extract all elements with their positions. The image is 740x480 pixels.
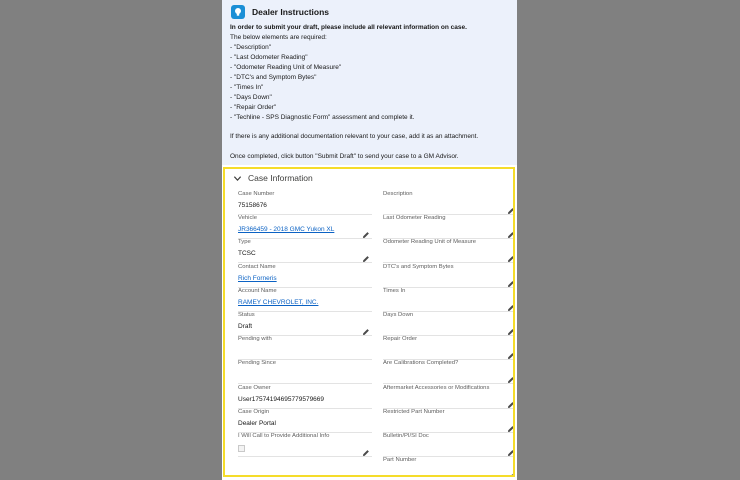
field-part-number (383, 457, 515, 477)
pencil-icon[interactable] (507, 347, 515, 355)
field-case-origin (238, 409, 372, 433)
field-value-link[interactable]: RAMEY CHEVROLET, INC. (238, 298, 319, 306)
field-label: Aftermarket Accessories or Modifications (383, 384, 490, 391)
pencil-icon[interactable] (507, 468, 515, 476)
case-information-toggle[interactable] (233, 171, 313, 185)
field-value: 75158676 (238, 202, 267, 209)
field-bulletin-pi-si-doc (383, 433, 515, 457)
field-label: Bulletin/PI/SI Doc (383, 433, 429, 439)
field-contact-name (238, 264, 372, 288)
instructions-intro: In order to submit your draft, please include all relevant information on case. (230, 24, 467, 31)
field-status (238, 312, 372, 336)
field-label: Pending Since (238, 360, 276, 367)
field-restricted-part-number (383, 409, 515, 433)
section-title: Case Information (248, 173, 313, 183)
field-repair-order (383, 336, 515, 360)
pencil-icon[interactable] (507, 396, 515, 404)
required-item: - "Days Down" (230, 93, 272, 101)
field-days-down (383, 312, 515, 336)
field-label: Pending with (238, 336, 272, 343)
field-label: Description (383, 191, 413, 197)
field-label: Part Number (383, 457, 417, 464)
field-i-will-call-to-provide-additional-info (238, 433, 372, 457)
pencil-icon[interactable] (362, 323, 370, 331)
field-label: I Will Call to Provide Additional Info (238, 433, 330, 439)
field-label: Type (238, 239, 251, 246)
case-information-section (223, 167, 515, 477)
required-item: - "Techline - SPS Diagnostic Form" assessment and complete it. (230, 113, 415, 121)
field-label: Case Number (238, 191, 275, 197)
field-label: DTC's and Symptom Bytes (383, 263, 454, 270)
field-label: Times In (383, 287, 406, 294)
field-label: Restricted Part Number (383, 408, 445, 415)
pencil-icon[interactable] (362, 226, 370, 234)
pencil-icon[interactable] (507, 444, 515, 452)
field-label: Status (238, 312, 255, 318)
required-item: - "Repair Order" (230, 103, 277, 111)
field-label: Odometer Reading Unit of Measure (383, 239, 476, 246)
field-value: TCSC (238, 250, 256, 258)
field-value-link[interactable]: Rich Forneris (238, 274, 277, 282)
required-items-list (230, 43, 512, 123)
field-label: Contact Name (238, 263, 276, 270)
attachment-note: If there is any additional documentation relevant to your case, add it as an attachment. (230, 133, 479, 141)
required-item: - "Odometer Reading Unit of Measure" (230, 63, 342, 71)
field-are-calibrations-completed (383, 360, 515, 384)
field-vehicle (238, 215, 372, 239)
pencil-icon[interactable] (507, 250, 515, 258)
field-case-number (238, 191, 372, 215)
field-label: Repair Order (383, 336, 418, 343)
field-label: Account Name (238, 287, 277, 294)
pencil-icon[interactable] (507, 202, 515, 210)
required-item: - "Times In" (230, 83, 264, 91)
instructions-body (230, 23, 512, 162)
field-label: Are Calibrations Completed? (383, 360, 459, 367)
required-item: - "Description" (230, 43, 272, 51)
field-odometer-reading-unit-of-measure (383, 239, 515, 263)
pencil-icon[interactable] (507, 226, 515, 234)
call-info-checkbox[interactable] (238, 445, 245, 452)
chevron-down-icon (233, 174, 242, 183)
field-pending-with (238, 336, 372, 360)
dealer-instructions (222, 0, 517, 165)
field-label: Days Down (383, 312, 414, 318)
field-value: User17574194695779579669 (238, 395, 325, 403)
instructions-title: Dealer Instructions (252, 7, 329, 17)
field-description (383, 191, 515, 215)
field-value: Dealer Portal (238, 419, 276, 427)
case-panel (222, 0, 517, 480)
field-divider (238, 456, 372, 457)
field-last-odometer-reading (383, 215, 515, 239)
pencil-icon[interactable] (362, 250, 370, 258)
field-value-link[interactable]: JR366459 - 2018 GMC Yukon XL (238, 226, 335, 234)
pencil-icon[interactable] (507, 371, 515, 379)
required-heading: The below elements are required: (230, 33, 327, 41)
pencil-icon[interactable] (507, 299, 515, 307)
pencil-icon[interactable] (507, 323, 515, 331)
field-times-in (383, 288, 515, 312)
field-aftermarket-accessories-or-modifications (383, 385, 515, 409)
field-account-name (238, 288, 372, 312)
submit-note: Once completed, click button "Submit Draft" to send your case to a GM Advisor. (230, 153, 459, 161)
info-lightbulb-icon (231, 5, 245, 19)
field-pending-since (238, 360, 372, 384)
pencil-icon[interactable] (362, 444, 370, 452)
required-item: - "DTC's and Symptom Bytes" (230, 73, 317, 81)
field-label: Case Origin (238, 408, 270, 415)
field-type (238, 239, 372, 263)
field-label: Last Odometer Reading (383, 215, 446, 222)
field-label: Case Owner (238, 384, 271, 391)
field-dtc-s-and-symptom-bytes (383, 264, 515, 288)
pencil-icon[interactable] (507, 420, 515, 428)
field-label: Vehicle (238, 215, 257, 222)
field-case-owner (238, 385, 372, 409)
pencil-icon[interactable] (507, 275, 515, 283)
required-item: - "Last Odometer Reading" (230, 53, 308, 61)
field-value: Draft (238, 323, 253, 330)
